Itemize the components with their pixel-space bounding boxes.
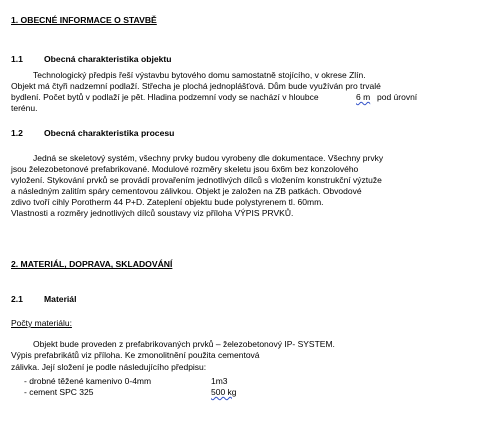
- paragraph-line: Výpis prefabrikátů viz příloha. Ke zmonolitnění použita cementová: [11, 350, 260, 360]
- paragraph-line: jsou železobetonové prefabrikované. Modulové rozměry skeletu jsou 6x6m bez konzolového: [11, 164, 359, 174]
- section-1-1-title: Obecná charakteristika objektu: [44, 54, 172, 64]
- section-1-heading: 1. OBECNÉ INFORMACE O STAVBĚ: [11, 15, 157, 25]
- paragraph-line: vyložení. Stykování prvků se provádí provařením jednotlivých dílců s vložením konstrukční výztuže: [11, 175, 382, 185]
- paragraph-line: terénu.: [11, 103, 38, 113]
- paragraph-line: Technologický předpis řeší výstavbu bytového domu samostatně stojícího, v okrese Zlín.: [33, 70, 366, 80]
- material-item-name: - cement SPC 325: [24, 387, 94, 397]
- paragraph-line: zdivo tvoří cihly Porotherm 44 P+D. Zateplení objektu bude polystyrenem tl. 60mm.: [11, 197, 324, 207]
- paragraph-line: a následným zalitím spáry cementovou zálivkou. Objekt je založen na ZB patkách. Obvodové: [11, 186, 362, 196]
- section-1-2-title: Obecná charakteristika procesu: [44, 128, 175, 138]
- section-1-2-number: 1.2: [11, 128, 23, 138]
- paragraph-line: Jedná se skeletový systém, všechny prvky budou vyrobeny dle dokumentace. Všechny prvky: [33, 153, 384, 163]
- material-item-amount: 500 kg: [211, 387, 237, 397]
- section-2-1-number: 2.1: [11, 294, 23, 304]
- material-counts-caption: Počty materiálu:: [11, 318, 72, 328]
- paragraph-line: zálivka. Její složení je podle následujícího předpisu:: [11, 362, 207, 372]
- groundwater-depth: 6 m: [356, 92, 371, 102]
- section-1-1-number: 1.1: [11, 54, 23, 64]
- material-item-amount: 1m3: [211, 376, 228, 386]
- paragraph-line: Objekt bude proveden z prefabrikovaných prvků – železobetonový IP- SYSTEM.: [33, 339, 335, 349]
- paragraph-line: Vlastnosti a rozměry jednotlivých dílců soustavy viz příloha VÝPIS PRVKŮ.: [11, 208, 294, 218]
- section-2-heading: 2. MATERIÁL, DOPRAVA, SKLADOVÁNÍ: [11, 259, 173, 269]
- paragraph-line: Objekt má čtyři nadzemní podlaží. Střecha je plochá jednoplášťová. Dům bude využíván pro trvalé: [11, 81, 381, 91]
- paragraph-line: pod úrovní: [377, 92, 418, 102]
- section-2-1-title: Materiál: [44, 294, 77, 304]
- paragraph-line: bydlení. Počet bytů v podlaží je pět. Hladina podzemní vody se nachází v hloubce: [11, 92, 319, 102]
- material-item-name: - drobné těžené kamenivo 0-4mm: [24, 376, 152, 386]
